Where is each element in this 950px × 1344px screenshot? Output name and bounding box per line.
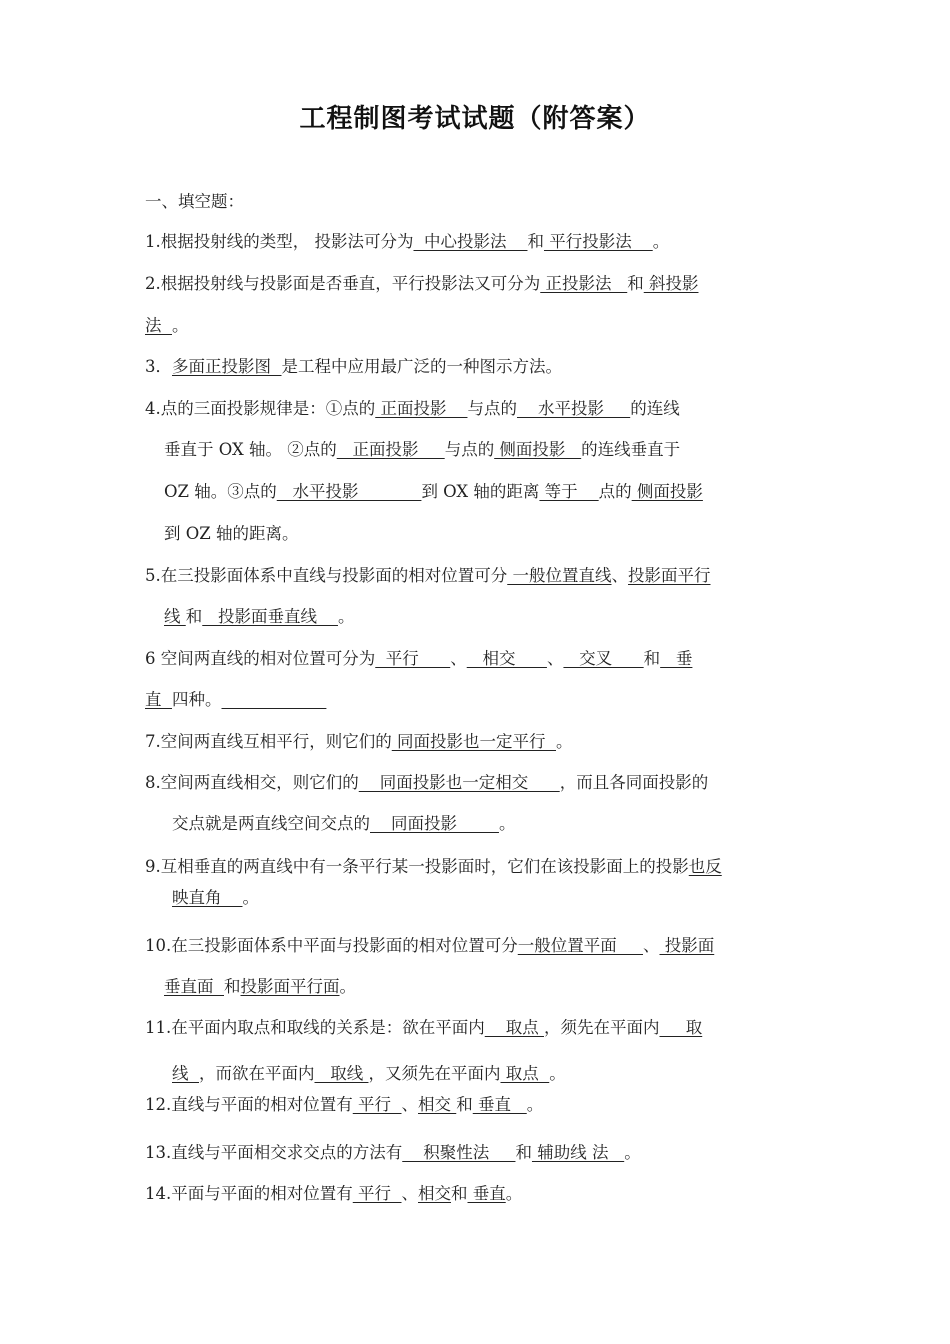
answer-blank: 积聚性法	[402, 1143, 516, 1162]
question-6-cont: 直 四种。	[145, 687, 815, 713]
question-10: 10.在三投影面体系中平面与投影面的相对位置可分一般位置平面 、 投影面	[145, 933, 815, 959]
answer-blank: 同面投影也一定平行	[391, 732, 556, 751]
question-2-cont: 法 。	[145, 313, 815, 339]
question-9: 9.互相垂直的两直线中有一条平行某一投影面时，它们在该投影面上的投影也反	[145, 854, 815, 880]
answer-blank: 水平投影	[276, 482, 422, 501]
question-4-line-4: 到 OZ 轴的距离。	[164, 524, 299, 543]
answer-blank: 也反	[688, 857, 722, 876]
question-5: 5.在三投影面体系中直线与投影面的相对位置可分 一般位置直线、投影面平行	[145, 563, 815, 589]
answer-blank: 投影面平行面	[240, 977, 340, 996]
question-12: 12.直线与平面的相对位置有 平行 、相交 和 垂直 。	[145, 1092, 815, 1118]
answer-blank: 多面正投影图	[172, 357, 282, 376]
answer-blank: 垂直	[472, 1095, 527, 1114]
answer-blank: 辅助线 法	[531, 1143, 625, 1162]
question-10-cont: 垂直面 和投影面平行面。	[164, 974, 814, 1000]
question-13: 13.直线与平面相交求交点的方法有 积聚性法 和 辅助线 法 。	[145, 1140, 815, 1166]
answer-blank: 同面投影也一定相交	[358, 773, 560, 792]
question-2: 2.根据投射线与投影面是否垂直，平行投影法又可分为 正投影法 和 斜投影	[145, 271, 815, 297]
section-heading: 一、填空题：	[145, 192, 244, 211]
question-14: 14.平面与平面的相对位置有 平行 、相交和 垂直。	[145, 1181, 815, 1207]
answer-blank: 平行投影法	[543, 232, 653, 251]
answer-blank: 线	[164, 607, 186, 626]
question-7: 7.空间两直线互相平行，则它们的 同面投影也一定平行 。	[145, 729, 815, 755]
answer-blank: 投影面平行	[628, 566, 711, 585]
answer-blank: 垂直	[467, 1184, 506, 1203]
answer-blank: 正面投影	[375, 399, 468, 418]
answer-blank: 中心投影法	[413, 232, 528, 251]
question-4-line-3: OZ 轴。③点的 水平投影 到 OX 轴的距离 等于 点的 侧面投影	[164, 479, 814, 505]
answer-blank: 投影面垂直线	[202, 607, 338, 626]
question-11-cont: 线 ，而欲在平面内 取线 ，又须先在平面内 取点 。	[172, 1061, 812, 1087]
answer-blank: 一般位置平面	[517, 936, 643, 955]
answer-blank: 映直角	[172, 888, 243, 907]
question-4-line-2: 垂直于 OX 轴。 ②点的 正面投影 与点的 侧面投影 的连线垂直于	[164, 437, 814, 463]
answer-blank: 相交	[418, 1095, 457, 1114]
answer-blank: 取点	[500, 1064, 550, 1083]
answer-blank: 取点	[484, 1018, 544, 1037]
answer-blank: 水平投影	[516, 399, 631, 418]
answer-blank: 取线	[314, 1064, 369, 1083]
question-11: 11.在平面内取点和取线的关系是：欲在平面内 取点 ，须先在平面内 取	[145, 1015, 815, 1041]
answer-blank: 相交	[466, 649, 547, 668]
answer-blank: 取	[659, 1018, 703, 1037]
question-4: 4.点的三面投影规律是：①点的 正面投影 与点的 水平投影 的连线	[145, 396, 815, 422]
answer-blank: 相交	[418, 1184, 451, 1203]
answer-blank: 线	[172, 1064, 199, 1083]
answer-blank: 斜投影	[643, 274, 699, 293]
answer-blank: 垂直面	[164, 977, 224, 996]
answer-blank: 平行	[375, 649, 451, 668]
answer-blank: 平行	[352, 1184, 402, 1203]
document-title: 工程制图考试试题（附答案）	[299, 104, 651, 134]
answer-blank: 法	[145, 316, 172, 335]
question-8: 8.空间两直线相交，则它们的 同面投影也一定相交 ，而且各同面投影的	[145, 770, 815, 796]
answer-blank: 垂	[660, 649, 693, 668]
question-6: 6 空间两直线的相对位置可分为 平行 、 相交 、 交叉 和 垂	[145, 646, 815, 672]
answer-blank: 平行	[352, 1095, 402, 1114]
question-1: 1.根据投射线的类型， 投影法可分为 中心投影法 和 平行投影法 。	[145, 229, 815, 255]
empty-blank	[222, 687, 327, 713]
answer-blank: 正面投影	[336, 440, 445, 459]
answer-blank: 正投影法	[540, 274, 628, 293]
answer-blank: 同面投影	[370, 814, 499, 833]
answer-blank: 等于	[539, 482, 599, 501]
answer-blank: 投影面	[659, 936, 715, 955]
answer-blank: 侧面投影	[494, 440, 582, 459]
answer-blank: 交叉	[563, 649, 644, 668]
question-9-cont: 映直角 。	[172, 885, 812, 911]
answer-blank: 一般位置直线	[507, 566, 612, 585]
answer-blank: 直	[145, 690, 172, 709]
answer-blank: 侧面投影	[631, 482, 703, 501]
question-3: 3．多面正投影图 是工程中应用最广泛的一种图示方法。	[145, 354, 815, 380]
question-8-cont: 交点就是两直线空间交点的 同面投影 。	[172, 811, 812, 837]
question-5-cont: 线 和 投影面垂直线 。	[164, 604, 814, 630]
